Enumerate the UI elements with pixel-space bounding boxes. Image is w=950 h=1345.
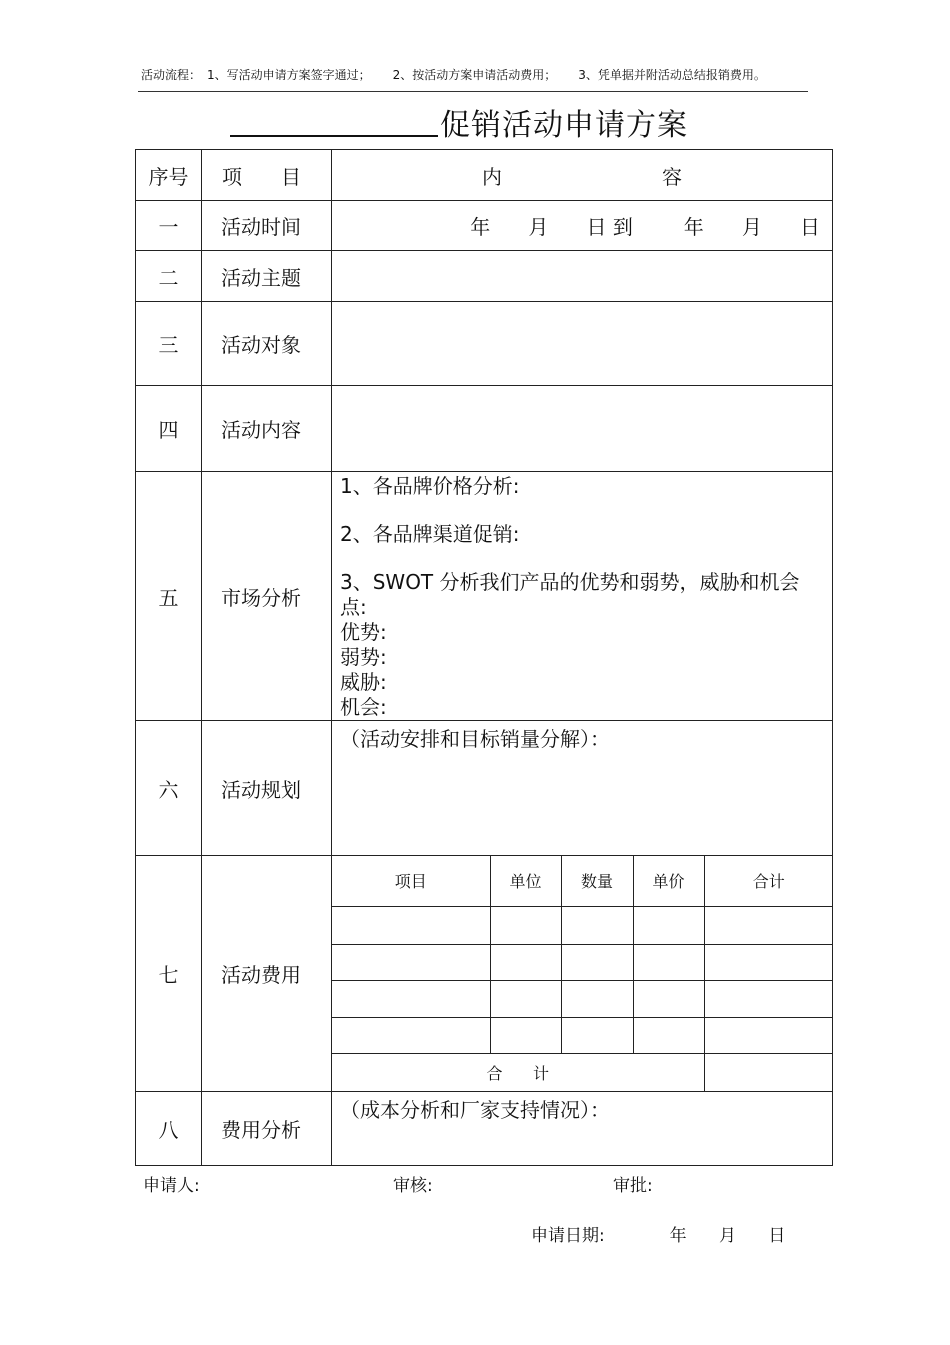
header-divider (138, 91, 808, 92)
row-number: 四 (136, 386, 202, 472)
row-activity-content (136, 386, 833, 472)
swot-strength: 优势: (340, 620, 387, 644)
cost-header-row (332, 856, 833, 906)
process-step-1: 1、写活动申请方案签字通过； (207, 68, 371, 82)
process-step-3: 3、凭单据并附活动总结报销费用。 (578, 68, 766, 82)
process-note-prefix: 活动流程： (141, 68, 202, 82)
swot-threat: 威胁: (340, 670, 387, 694)
cost-table (332, 856, 833, 1091)
cost-cell[interactable] (332, 1017, 490, 1053)
row-number: 七 (136, 856, 202, 1092)
cost-total-value[interactable] (704, 1053, 833, 1091)
row-label: 市场分析 (202, 472, 332, 721)
cost-cell[interactable] (490, 906, 561, 944)
header-item-char-1: 项 (222, 164, 242, 189)
row-label: 费用分析 (202, 1092, 332, 1166)
row-activity-target (136, 302, 833, 386)
approver-label: 审批: (613, 1176, 653, 1196)
market-line-price: 1、各品牌价格分析: (340, 474, 520, 498)
cost-cell[interactable] (561, 980, 633, 1017)
cost-total-row (332, 1053, 833, 1091)
cost-cell[interactable] (704, 906, 833, 944)
cost-cell[interactable] (704, 944, 833, 980)
header-content (332, 150, 833, 201)
row-label: 活动规划 (202, 721, 332, 856)
cost-cell[interactable] (633, 906, 704, 944)
market-line-swot: 3、SWOT 分析我们产品的优势和弱势，威胁和机会点: (340, 570, 800, 619)
row-number: 五 (136, 472, 202, 721)
row-number: 二 (136, 251, 202, 302)
form-header-row (136, 150, 833, 201)
header-content-char-2: 容 (662, 164, 682, 189)
market-line-channel: 2、各品牌渠道促销: (340, 522, 520, 546)
cost-header-subtotal: 合计 (704, 856, 833, 906)
row-label: 活动对象 (202, 302, 332, 386)
swot-opportunity: 机会: (340, 695, 387, 719)
row-number: 六 (136, 721, 202, 856)
activity-plan-field[interactable] (332, 721, 833, 856)
cost-cell[interactable] (332, 944, 490, 980)
activity-date-range-field[interactable]: 年 月 日 到 年 月 日 (332, 201, 833, 251)
activity-target-field[interactable] (332, 302, 833, 386)
cost-header-unit-price: 单价 (633, 856, 704, 906)
market-analysis-field[interactable] (332, 472, 833, 721)
cost-cell[interactable] (633, 1017, 704, 1053)
cost-cell[interactable] (490, 1017, 561, 1053)
cost-cell[interactable] (332, 906, 490, 944)
applicant-label: 申请人: (143, 1176, 200, 1196)
reviewer-label: 审核: (393, 1176, 433, 1196)
cost-cell[interactable] (633, 944, 704, 980)
cost-header-item: 项目 (332, 856, 490, 906)
row-activity-theme (136, 251, 833, 302)
cost-cell[interactable] (332, 980, 490, 1017)
cost-analysis-field[interactable] (332, 1092, 833, 1166)
page-title: 促销活动申请方案 (440, 108, 688, 143)
cost-cell[interactable] (561, 944, 633, 980)
cost-total-label: 合 计 (332, 1053, 704, 1091)
header-content-char-1: 内 (482, 164, 502, 189)
swot-weakness: 弱势: (340, 645, 387, 669)
row-cost-analysis (136, 1092, 833, 1166)
application-form-table (135, 149, 833, 1166)
row-number: 三 (136, 302, 202, 386)
process-note (141, 66, 807, 83)
header-item-char-2: 目 (281, 164, 301, 189)
cost-cell[interactable] (490, 980, 561, 1017)
cost-row (332, 906, 833, 944)
row-market-analysis (136, 472, 833, 721)
row-label: 活动时间 (202, 201, 332, 251)
cost-cell[interactable] (704, 1017, 833, 1053)
apply-date-line: 申请日期: 年 月 日 (531, 1226, 786, 1246)
row-activity-time (136, 201, 833, 251)
header-item (202, 150, 332, 201)
cost-header-quantity: 数量 (561, 856, 633, 906)
row-number: 一 (136, 201, 202, 251)
row-label: 活动内容 (202, 386, 332, 472)
row-label: 活动费用 (202, 856, 332, 1092)
cost-cell[interactable] (561, 1017, 633, 1053)
row-number: 八 (136, 1092, 202, 1166)
cost-row (332, 944, 833, 980)
cost-header-unit: 单位 (490, 856, 561, 906)
row-activity-plan (136, 721, 833, 856)
activity-content-field[interactable] (332, 386, 833, 472)
cost-cell[interactable] (704, 980, 833, 1017)
activity-theme-field[interactable] (332, 251, 833, 302)
cost-cell[interactable] (633, 980, 704, 1017)
row-activity-cost (136, 856, 833, 1092)
row-label: 活动主题 (202, 251, 332, 302)
cost-cell[interactable] (561, 906, 633, 944)
title-blank-line[interactable] (230, 104, 438, 137)
cost-cell[interactable] (490, 944, 561, 980)
process-step-2: 2、按活动方案申请活动费用； (392, 68, 557, 82)
activity-plan-hint: （活动安排和目标销量分解）： (340, 727, 610, 751)
cost-analysis-hint: （成本分析和厂家支持情况）： (340, 1098, 610, 1122)
activity-cost-cell (332, 856, 833, 1092)
cost-row (332, 980, 833, 1017)
cost-row (332, 1017, 833, 1053)
header-serial-number: 序号 (136, 150, 202, 201)
